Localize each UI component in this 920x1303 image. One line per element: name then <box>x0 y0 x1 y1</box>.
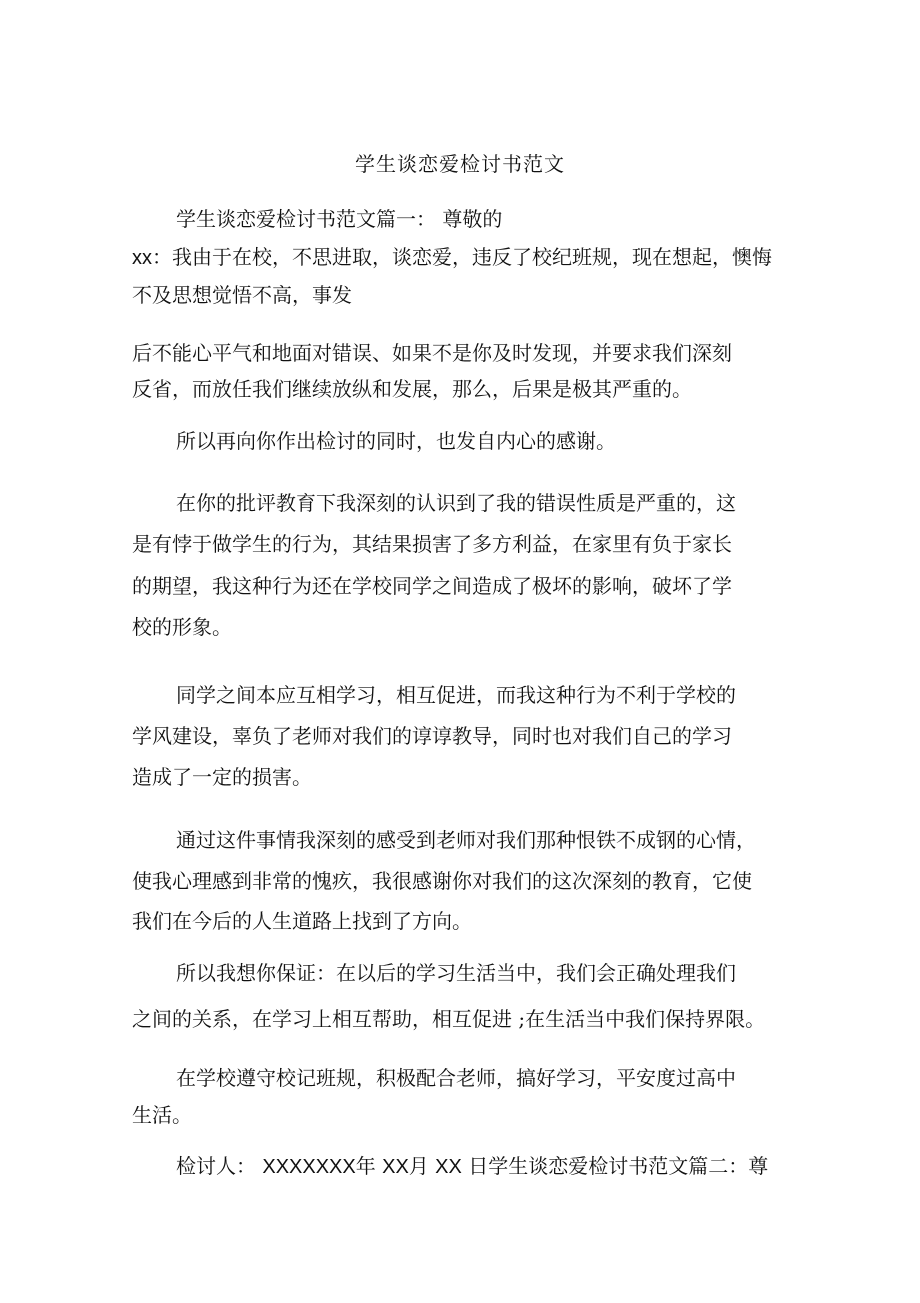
paragraph-1-line-3: 不及思想觉悟不高，事发 <box>132 283 352 307</box>
month-unit: 月 <box>408 1154 429 1178</box>
month-placeholder: XX <box>382 1156 409 1178</box>
day-placeholder: XX <box>435 1156 462 1178</box>
paragraph-8-line-1: 在学校遵守校记班规，积极配合老师，搞好学习，平安度过高中 <box>176 1066 736 1090</box>
paragraph-6-line-3: 我们在今后的人生道路上找到了方向。 <box>132 909 472 933</box>
paragraph-4-line-2: 是有悖于做学生的行为，其结果损害了多方利益，在家里有负于家长 <box>132 532 732 556</box>
paragraph-2-line-2: 反省，而放任我们继续放纵和发展，那么，后果是极其严重的。 <box>132 377 692 401</box>
paragraph-8-line-2: 生活。 <box>132 1103 192 1127</box>
addressee-placeholder: xx <box>132 247 152 269</box>
paragraph-5-line-1: 同学之间本应互相学习，相互促进，而我这种行为不利于学校的 <box>176 683 736 707</box>
paragraph-1-line-2 <box>132 244 772 271</box>
paragraph-3-line-1: 所以再向你作出检讨的同时，也发自内心的感谢。 <box>176 429 616 453</box>
signatory-name-placeholder: XXXXXXX <box>262 1156 356 1178</box>
signatory-label: 检讨人： <box>176 1154 256 1178</box>
paragraph-9-line-1 <box>176 1153 768 1180</box>
paragraph-2-line-1: 后不能心平气和地面对错误、如果不是你及时发现，并要求我们深刻 <box>132 341 732 365</box>
paragraph-4-line-1: 在你的批评教育下我深刻的认识到了我的错误性质是严重的，这 <box>176 491 736 515</box>
paragraph-4-line-4: 校的形象。 <box>132 615 232 639</box>
paragraph-5-line-3: 造成了一定的损害。 <box>132 765 312 789</box>
paragraph-6-line-1: 通过这件事情我深刻的感受到老师对我们那种恨铁不成钢的心情， <box>176 828 756 852</box>
paragraph-9-line-1-text: 日学生谈恋爱检讨书范文篇二：尊 <box>468 1154 769 1178</box>
paragraph-1-line-2-text: ：我由于在校，不思进取，谈恋爱，违反了校纪班规，现在想起，懊悔 <box>152 245 772 269</box>
paragraph-7-line-2: 之间的关系，在学习上相互帮助，相互促进 ;在生活当中我们保持界限。 <box>132 1007 766 1031</box>
paragraph-7-line-1: 所以我想你保证：在以后的学习生活当中，我们会正确处理我们 <box>176 961 736 985</box>
paragraph-4-line-3: 的期望，我这种行为还在学校同学之间造成了极坏的影响，破坏了学 <box>132 574 732 598</box>
paragraph-1-line-1: 学生谈恋爱检讨书范文篇一： 尊敬的 <box>176 207 503 231</box>
paragraph-5-line-2: 学风建设，辜负了老师对我们的谆谆教导，同时也对我们自己的学习 <box>132 724 732 748</box>
document-title: 学生谈恋爱检讨书范文 <box>355 152 565 176</box>
year-unit: 年 <box>355 1154 376 1178</box>
paragraph-6-line-2: 使我心理感到非常的愧疚，我很感谢你对我们的这次深刻的教育，它使 <box>132 869 752 893</box>
